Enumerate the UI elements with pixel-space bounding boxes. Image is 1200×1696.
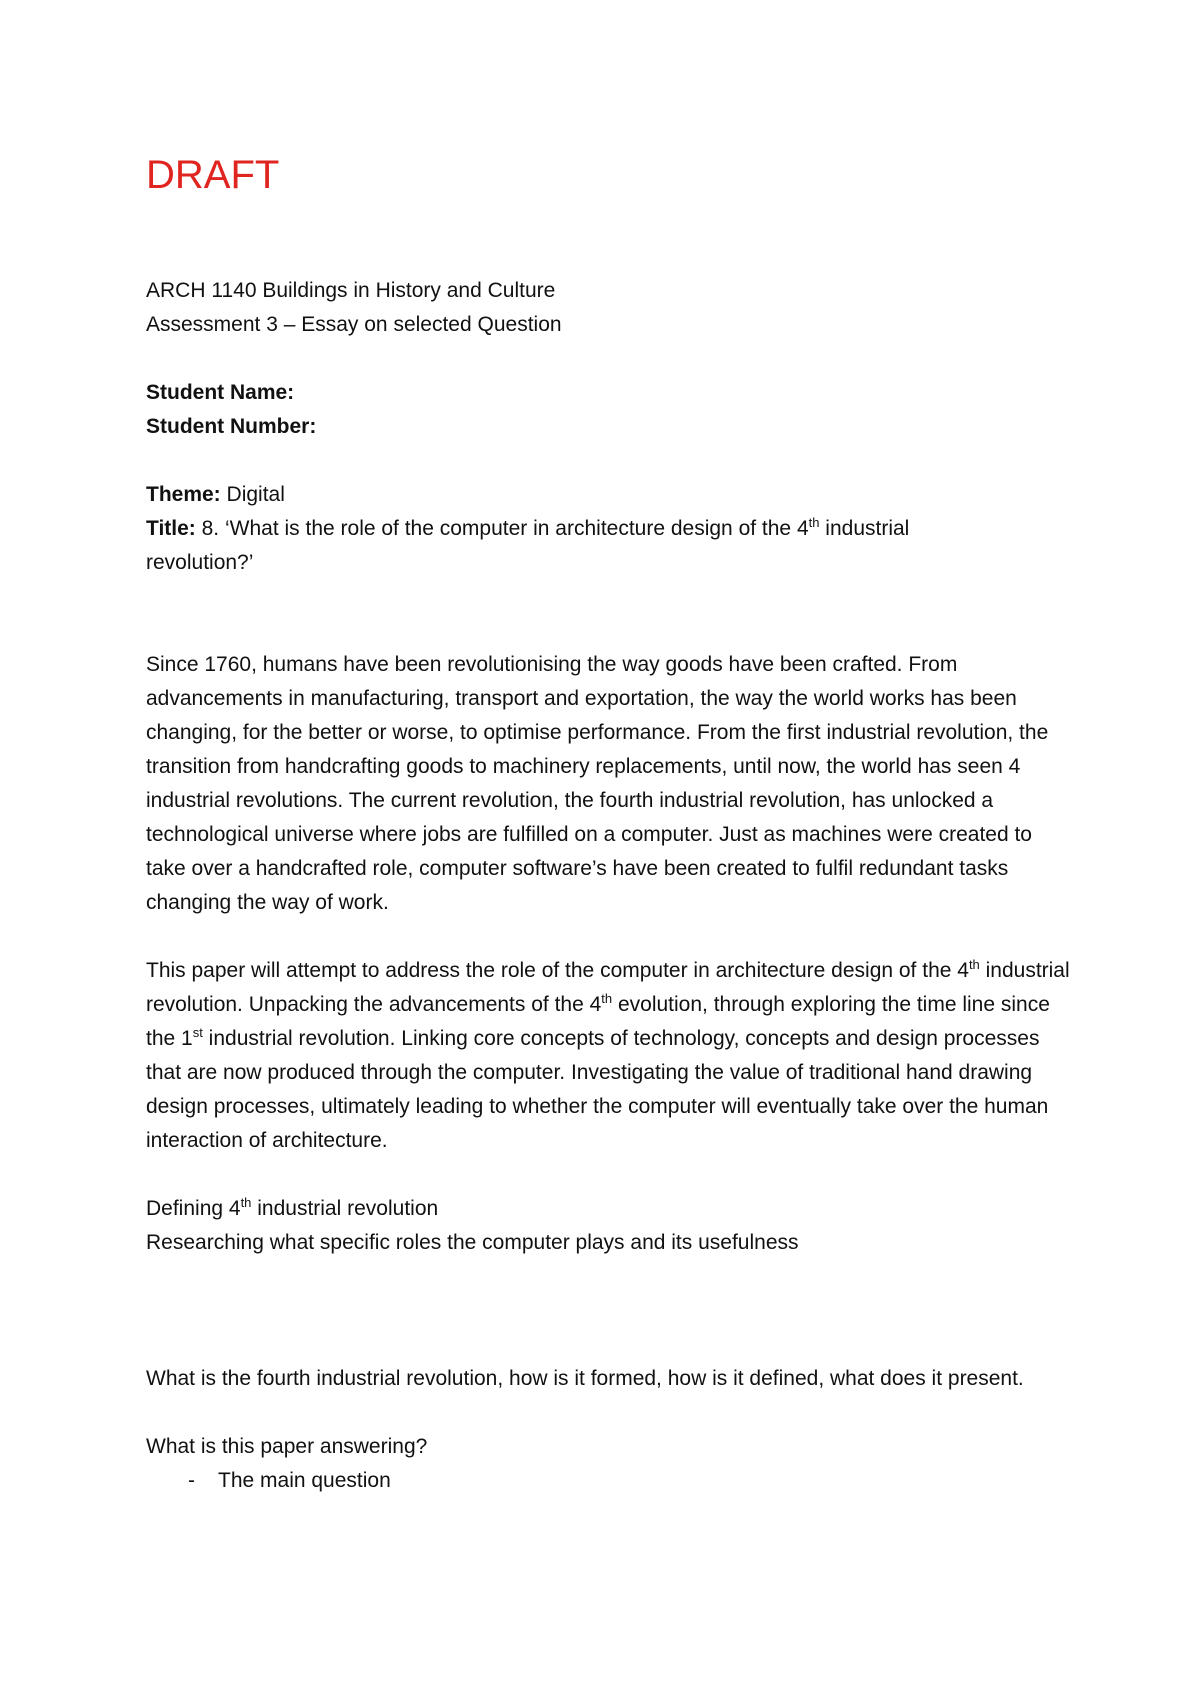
scope-text-1: This paper will attempt to address the role of the computer in architecture design of the 4	[146, 959, 969, 982]
title-label: Title:	[146, 517, 196, 540]
scope-text-2: industrial revolution. Unpacking the advancements of the 4	[146, 959, 1070, 1016]
defining-note	[146, 1192, 1076, 1226]
bullet-dash: -	[188, 1469, 195, 1492]
scope-text-4: industrial revolution. Linking core concepts of technology, concepts and design processes that are now produced through the computer. Investigating the value of traditional hand drawing design processes, ultimately leading to whether the computer will eventually take over the human interaction of architecture.	[146, 1027, 1049, 1152]
researching-note: Researching what specific roles the computer plays and its usefulness	[146, 1231, 799, 1254]
title-text-end: industrial	[819, 517, 910, 540]
theme-label: Theme:	[146, 483, 221, 506]
theme-line	[146, 478, 1076, 512]
question-paragraph: What is the fourth industrial revolution, how is it formed, how is it defined, what does it present.	[146, 1367, 1024, 1390]
scope-text-3: evolution, through exploring the time line since the 1	[146, 993, 1050, 1050]
scope-sup-2: th	[601, 991, 613, 1006]
scope-sup-3: st	[192, 1025, 203, 1040]
scope-sup-1: th	[968, 957, 980, 972]
defining-sup: th	[240, 1195, 252, 1210]
theme-value: Digital	[220, 483, 285, 506]
assessment-title: Assessment 3 – Essay on selected Question	[146, 313, 562, 336]
paper-question: What is this paper answering?	[146, 1435, 428, 1458]
student-name-label: Student Name:	[146, 381, 295, 404]
course-title: ARCH 1140 Buildings in History and Culture	[146, 279, 556, 302]
intro-paragraph: Since 1760, humans have been revolutionising the way goods have been crafted. From advancements in manufacturing, transport and exportation, the way the world works has been changing, for the better or worse, to optimise performance. From the first industrial revolution, the transition from handcrafting goods to machinery replacements, until now, the world has seen 4 industrial revolutions. The current revolution, the fourth industrial revolution, has unlocked a technological universe where jobs are fulfilled on a computer. Just as machines were created to take over a handcrafted role, computer software’s have been created to fulfil redundant tasks changing the way of work.	[146, 653, 1049, 914]
list-item	[188, 1464, 1076, 1498]
draft-heading: DRAFT	[146, 153, 280, 197]
document-body	[146, 150, 1076, 1498]
title-superscript: th	[808, 515, 820, 530]
defining-text: Defining 4	[146, 1197, 241, 1220]
bullet-text: The main question	[218, 1469, 391, 1492]
scope-paragraph	[146, 954, 1076, 1158]
student-number-label: Student Number:	[146, 415, 317, 438]
essay-title-line-2: revolution?’	[146, 551, 254, 574]
defining-text-end: industrial revolution	[251, 1197, 439, 1220]
title-text: 8. ‘What is the role of the computer in architecture design of the 4	[195, 517, 809, 540]
essay-title-line	[146, 512, 1076, 546]
